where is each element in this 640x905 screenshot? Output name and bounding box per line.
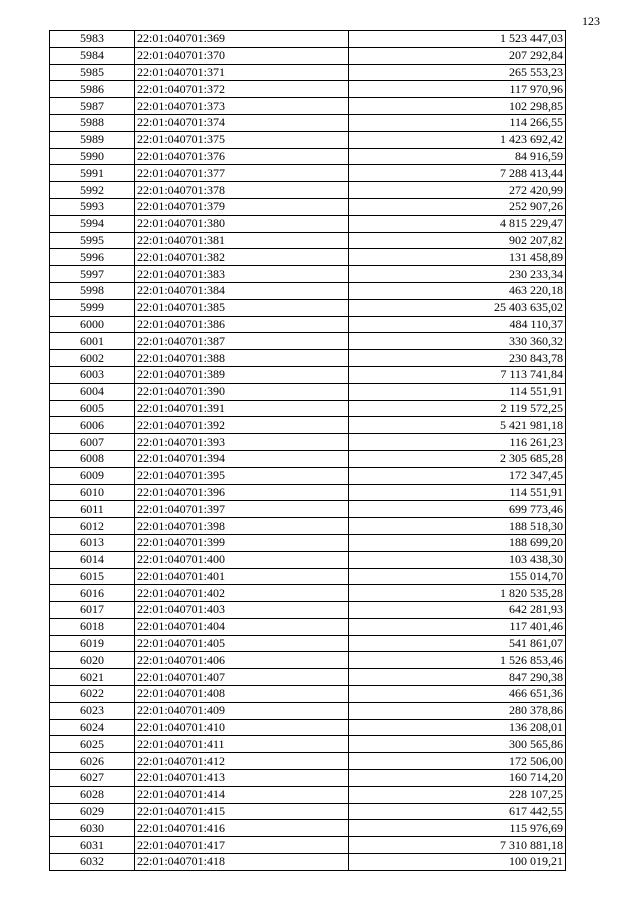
table-row <box>50 534 566 551</box>
value-cell: 114 551,91 <box>349 484 566 501</box>
value-cell: 252 907,26 <box>349 198 566 215</box>
value-cell: 902 207,82 <box>349 232 566 249</box>
table-row <box>50 114 566 131</box>
row-number-cell: 5994 <box>50 215 135 232</box>
table-row <box>50 803 566 820</box>
row-number-cell: 5983 <box>50 31 135 48</box>
row-number-cell: 6017 <box>50 602 135 619</box>
table-row <box>50 131 566 148</box>
row-number-cell: 6022 <box>50 686 135 703</box>
row-number-cell: 5990 <box>50 148 135 165</box>
row-number-cell: 5992 <box>50 182 135 199</box>
row-number-cell: 6008 <box>50 450 135 467</box>
row-number-cell: 6007 <box>50 434 135 451</box>
cadastral-number-cell: 22:01:040701:413 <box>135 770 349 787</box>
value-cell: 7 288 413,44 <box>349 165 566 182</box>
value-cell: 1 820 535,28 <box>349 585 566 602</box>
value-cell: 617 442,55 <box>349 803 566 820</box>
table-row <box>50 551 566 568</box>
cadastral-number-cell: 22:01:040701:384 <box>135 282 349 299</box>
cadastral-number-cell: 22:01:040701:375 <box>135 131 349 148</box>
value-cell: 272 420,99 <box>349 182 566 199</box>
value-cell: 1 526 853,46 <box>349 652 566 669</box>
cadastral-number-cell: 22:01:040701:407 <box>135 669 349 686</box>
cadastral-number-cell: 22:01:040701:394 <box>135 450 349 467</box>
row-number-cell: 6030 <box>50 820 135 837</box>
row-number-cell: 6009 <box>50 467 135 484</box>
cadastral-number-cell: 22:01:040701:410 <box>135 719 349 736</box>
row-number-cell: 5996 <box>50 249 135 266</box>
cadastral-number-cell: 22:01:040701:416 <box>135 820 349 837</box>
row-number-cell: 6021 <box>50 669 135 686</box>
value-cell: 103 438,30 <box>349 551 566 568</box>
value-cell: 160 714,20 <box>349 770 566 787</box>
cadastral-number-cell: 22:01:040701:386 <box>135 316 349 333</box>
row-number-cell: 6002 <box>50 350 135 367</box>
row-number-cell: 5998 <box>50 282 135 299</box>
cadastral-number-cell: 22:01:040701:397 <box>135 501 349 518</box>
page-number: 123 <box>582 14 600 28</box>
table-row <box>50 669 566 686</box>
row-number-cell: 6024 <box>50 719 135 736</box>
cadastral-number-cell: 22:01:040701:417 <box>135 837 349 854</box>
table-row <box>50 249 566 266</box>
cadastral-number-cell: 22:01:040701:395 <box>135 467 349 484</box>
table-row <box>50 282 566 299</box>
value-cell: 541 861,07 <box>349 635 566 652</box>
table-row <box>50 98 566 115</box>
value-cell: 84 916,59 <box>349 148 566 165</box>
cadastral-number-cell: 22:01:040701:377 <box>135 165 349 182</box>
table-row <box>50 316 566 333</box>
table-row <box>50 467 566 484</box>
table-row <box>50 47 566 64</box>
cadastral-number-cell: 22:01:040701:382 <box>135 249 349 266</box>
row-number-cell: 6025 <box>50 736 135 753</box>
value-cell: 484 110,37 <box>349 316 566 333</box>
value-cell: 114 266,55 <box>349 114 566 131</box>
row-number-cell: 5995 <box>50 232 135 249</box>
cadastral-number-cell: 22:01:040701:383 <box>135 266 349 283</box>
row-number-cell: 5999 <box>50 299 135 316</box>
table-row <box>50 618 566 635</box>
value-cell: 847 290,38 <box>349 669 566 686</box>
row-number-cell: 6019 <box>50 635 135 652</box>
cadastral-number-cell: 22:01:040701:411 <box>135 736 349 753</box>
cadastral-number-cell: 22:01:040701:418 <box>135 854 349 871</box>
table-row <box>50 602 566 619</box>
row-number-cell: 6026 <box>50 753 135 770</box>
value-cell: 2 119 572,25 <box>349 400 566 417</box>
row-number-cell: 6020 <box>50 652 135 669</box>
table-row <box>50 350 566 367</box>
value-cell: 172 506,00 <box>349 753 566 770</box>
table-row <box>50 31 566 48</box>
value-cell: 114 551,91 <box>349 383 566 400</box>
row-number-cell: 5991 <box>50 165 135 182</box>
table-row <box>50 652 566 669</box>
row-number-cell: 5985 <box>50 64 135 81</box>
cadastral-number-cell: 22:01:040701:390 <box>135 383 349 400</box>
table-row <box>50 753 566 770</box>
row-number-cell: 6031 <box>50 837 135 854</box>
row-number-cell: 6006 <box>50 417 135 434</box>
cadastral-number-cell: 22:01:040701:389 <box>135 366 349 383</box>
table-row <box>50 854 566 871</box>
cadastral-number-cell: 22:01:040701:381 <box>135 232 349 249</box>
row-number-cell: 6032 <box>50 854 135 871</box>
value-cell: 7 310 881,18 <box>349 837 566 854</box>
row-number-cell: 6014 <box>50 551 135 568</box>
row-number-cell: 5987 <box>50 98 135 115</box>
table-row <box>50 786 566 803</box>
table-row <box>50 702 566 719</box>
cadastral-number-cell: 22:01:040701:387 <box>135 333 349 350</box>
row-number-cell: 5993 <box>50 198 135 215</box>
value-cell: 117 401,46 <box>349 618 566 635</box>
table-row <box>50 837 566 854</box>
cadastral-number-cell: 22:01:040701:404 <box>135 618 349 635</box>
row-number-cell: 6000 <box>50 316 135 333</box>
value-cell: 102 298,85 <box>349 98 566 115</box>
value-cell: 136 208,01 <box>349 719 566 736</box>
row-number-cell: 6005 <box>50 400 135 417</box>
table-row <box>50 366 566 383</box>
table-row <box>50 232 566 249</box>
table-row <box>50 198 566 215</box>
cadastral-number-cell: 22:01:040701:396 <box>135 484 349 501</box>
value-cell: 1 423 692,42 <box>349 131 566 148</box>
cadastral-number-cell: 22:01:040701:376 <box>135 148 349 165</box>
table-row <box>50 434 566 451</box>
cadastral-number-cell: 22:01:040701:399 <box>135 534 349 551</box>
cadastral-number-cell: 22:01:040701:408 <box>135 686 349 703</box>
table-row <box>50 266 566 283</box>
value-cell: 207 292,84 <box>349 47 566 64</box>
value-cell: 642 281,93 <box>349 602 566 619</box>
table-row <box>50 518 566 535</box>
value-cell: 25 403 635,02 <box>349 299 566 316</box>
row-number-cell: 6010 <box>50 484 135 501</box>
value-cell: 300 565,86 <box>349 736 566 753</box>
row-number-cell: 6023 <box>50 702 135 719</box>
value-cell: 230 843,78 <box>349 350 566 367</box>
row-number-cell: 6029 <box>50 803 135 820</box>
table-row <box>50 585 566 602</box>
value-cell: 188 699,20 <box>349 534 566 551</box>
table-row <box>50 400 566 417</box>
table-row <box>50 484 566 501</box>
cadastral-number-cell: 22:01:040701:371 <box>135 64 349 81</box>
table-row <box>50 450 566 467</box>
table-row <box>50 165 566 182</box>
cadastral-number-cell: 22:01:040701:378 <box>135 182 349 199</box>
cadastral-number-cell: 22:01:040701:400 <box>135 551 349 568</box>
row-number-cell: 6003 <box>50 366 135 383</box>
table-row <box>50 148 566 165</box>
value-cell: 463 220,18 <box>349 282 566 299</box>
table-row <box>50 215 566 232</box>
cadastral-number-cell: 22:01:040701:405 <box>135 635 349 652</box>
cadastral-number-cell: 22:01:040701:412 <box>135 753 349 770</box>
value-cell: 188 518,30 <box>349 518 566 535</box>
cadastral-number-cell: 22:01:040701:398 <box>135 518 349 535</box>
cadastral-number-cell: 22:01:040701:392 <box>135 417 349 434</box>
table-row <box>50 736 566 753</box>
cadastral-number-cell: 22:01:040701:369 <box>135 31 349 48</box>
cadastral-number-cell: 22:01:040701:409 <box>135 702 349 719</box>
value-cell: 131 458,89 <box>349 249 566 266</box>
cadastral-number-cell: 22:01:040701:388 <box>135 350 349 367</box>
cadastral-number-cell: 22:01:040701:402 <box>135 585 349 602</box>
row-number-cell: 6004 <box>50 383 135 400</box>
value-cell: 330 360,32 <box>349 333 566 350</box>
value-cell: 228 107,25 <box>349 786 566 803</box>
cadastral-number-cell: 22:01:040701:414 <box>135 786 349 803</box>
value-cell: 155 014,70 <box>349 568 566 585</box>
cadastral-number-cell: 22:01:040701:379 <box>135 198 349 215</box>
value-cell: 117 970,96 <box>349 81 566 98</box>
table-row <box>50 417 566 434</box>
row-number-cell: 5988 <box>50 114 135 131</box>
row-number-cell: 6013 <box>50 534 135 551</box>
value-cell: 116 261,23 <box>349 434 566 451</box>
value-cell: 265 553,23 <box>349 64 566 81</box>
row-number-cell: 6028 <box>50 786 135 803</box>
cadastral-number-cell: 22:01:040701:403 <box>135 602 349 619</box>
row-number-cell: 5989 <box>50 131 135 148</box>
cadastral-number-cell: 22:01:040701:374 <box>135 114 349 131</box>
row-number-cell: 5997 <box>50 266 135 283</box>
table-row <box>50 81 566 98</box>
table-row <box>50 299 566 316</box>
table-body <box>50 31 566 871</box>
table-row <box>50 333 566 350</box>
row-number-cell: 6018 <box>50 618 135 635</box>
cadastral-number-cell: 22:01:040701:373 <box>135 98 349 115</box>
row-number-cell: 6012 <box>50 518 135 535</box>
value-cell: 699 773,46 <box>349 501 566 518</box>
table-row <box>50 568 566 585</box>
cadastral-value-table <box>49 30 566 871</box>
value-cell: 1 523 447,03 <box>349 31 566 48</box>
value-cell: 100 019,21 <box>349 854 566 871</box>
row-number-cell: 6011 <box>50 501 135 518</box>
table-row <box>50 383 566 400</box>
cadastral-number-cell: 22:01:040701:385 <box>135 299 349 316</box>
value-cell: 230 233,34 <box>349 266 566 283</box>
row-number-cell: 6001 <box>50 333 135 350</box>
value-cell: 5 421 981,18 <box>349 417 566 434</box>
cadastral-number-cell: 22:01:040701:401 <box>135 568 349 585</box>
cadastral-number-cell: 22:01:040701:391 <box>135 400 349 417</box>
row-number-cell: 5984 <box>50 47 135 64</box>
value-cell: 466 651,36 <box>349 686 566 703</box>
row-number-cell: 6016 <box>50 585 135 602</box>
table-row <box>50 635 566 652</box>
cadastral-number-cell: 22:01:040701:380 <box>135 215 349 232</box>
cadastral-number-cell: 22:01:040701:415 <box>135 803 349 820</box>
table-row <box>50 770 566 787</box>
cadastral-number-cell: 22:01:040701:406 <box>135 652 349 669</box>
value-cell: 4 815 229,47 <box>349 215 566 232</box>
value-cell: 7 113 741,84 <box>349 366 566 383</box>
cadastral-number-cell: 22:01:040701:372 <box>135 81 349 98</box>
value-cell: 2 305 685,28 <box>349 450 566 467</box>
table-row <box>50 64 566 81</box>
row-number-cell: 6027 <box>50 770 135 787</box>
table-row <box>50 820 566 837</box>
table-row <box>50 182 566 199</box>
value-cell: 280 378,86 <box>349 702 566 719</box>
row-number-cell: 6015 <box>50 568 135 585</box>
value-cell: 172 347,45 <box>349 467 566 484</box>
cadastral-number-cell: 22:01:040701:370 <box>135 47 349 64</box>
cadastral-number-cell: 22:01:040701:393 <box>135 434 349 451</box>
value-cell: 115 976,69 <box>349 820 566 837</box>
row-number-cell: 5986 <box>50 81 135 98</box>
table-row <box>50 686 566 703</box>
table-row <box>50 501 566 518</box>
table-row <box>50 719 566 736</box>
